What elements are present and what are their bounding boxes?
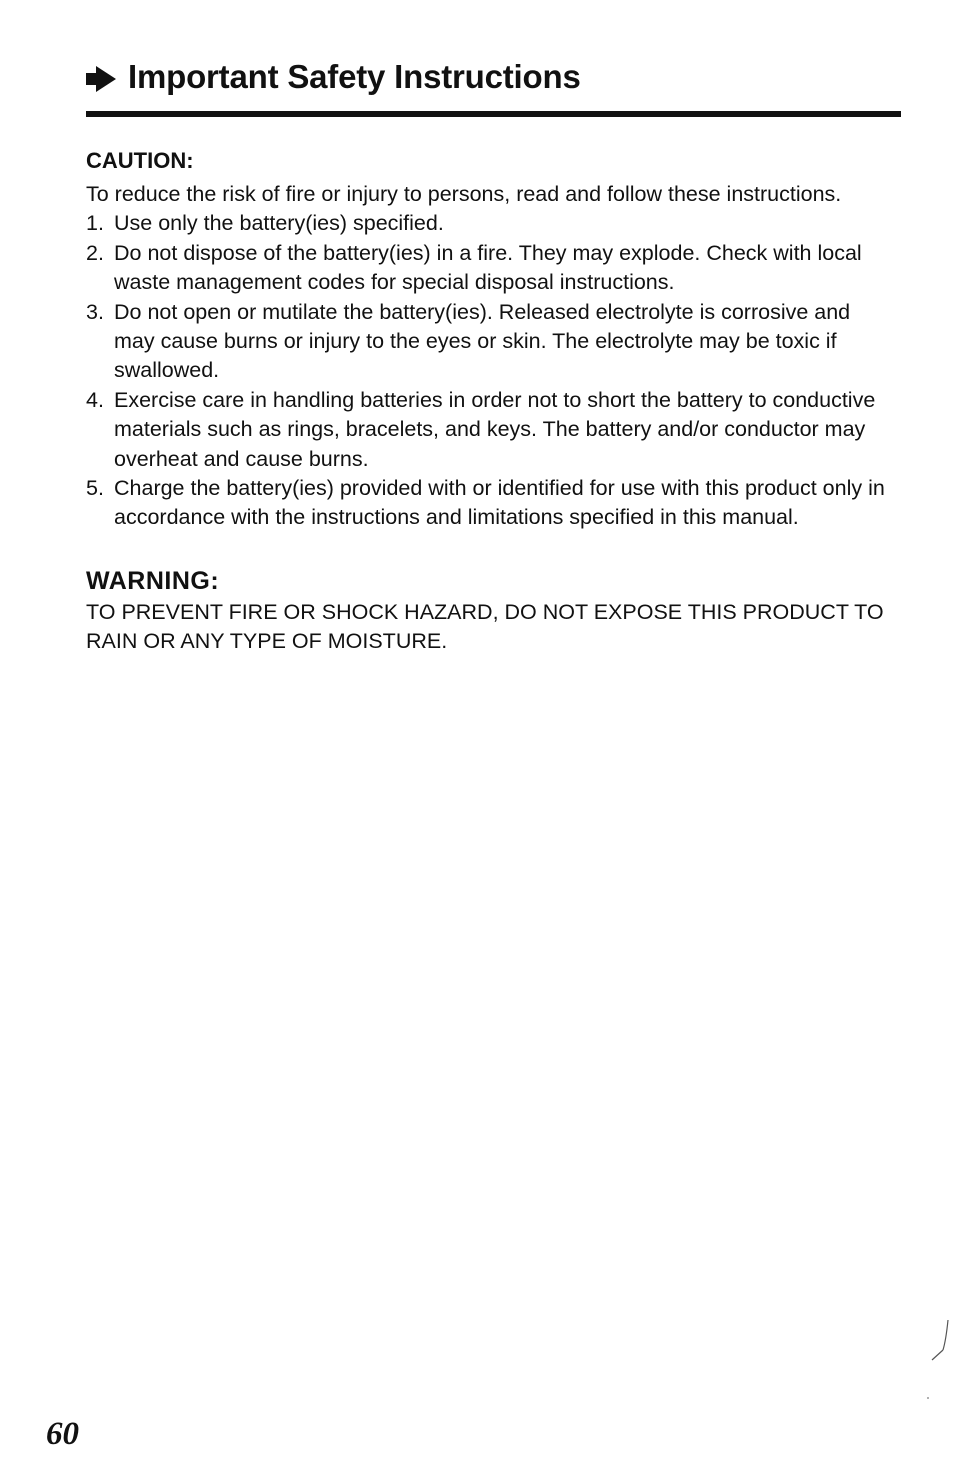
page-header [84, 58, 581, 96]
caution-intro: To reduce the risk of fire or injury to persons, read and follow these instructions. [86, 182, 842, 206]
list-item-number: 5. [86, 476, 104, 501]
page-number: 60 [46, 1416, 79, 1452]
list-item-text: Exercise care in handling batteries in order not to short the battery to conductive materials such as rings, bracelets, and keys. The battery and/or conductor may overheat and cause burns. [114, 387, 876, 471]
list-item-text: Do not open or mutilate the battery(ies). Released electrolyte is corrosive and may cause burns or injury to the eyes or skin. The electrolyte may be toxic if swallowed. [114, 299, 851, 383]
pen-stroke-mark [926, 1318, 952, 1402]
warning-heading: WARNING: [86, 566, 220, 595]
list-item-text: Do not dispose of the battery(ies) in a fire. They may explode. Check with local waste management codes for special disposal instructions. [114, 240, 862, 295]
list-item [86, 239, 891, 298]
list-item-number: 2. [86, 240, 104, 265]
arrow-right-icon [84, 64, 118, 94]
caution-heading: CAUTION: [86, 148, 194, 173]
warning-text: TO PREVENT FIRE OR SHOCK HAZARD, DO NOT EXPOSE THIS PRODUCT TO RAIN OR ANY TYPE OF MOISTURE. [86, 599, 884, 654]
list-item-number: 4. [86, 387, 104, 412]
list-item [86, 474, 891, 533]
list-item [86, 209, 891, 238]
caution-list [86, 209, 891, 532]
page-title: Important Safety Instructions [128, 58, 581, 95]
list-item [86, 298, 891, 386]
list-item-number: 3. [86, 299, 104, 324]
list-item-text: Use only the battery(ies) specified. [114, 211, 444, 236]
list-item [86, 386, 891, 474]
title-divider [86, 111, 901, 117]
list-item-number: 1. [86, 211, 104, 236]
main-content [86, 146, 891, 657]
list-item-text: Charge the battery(ies) provided with or identified for use with this product only in accordance with the instructions and limitations specified in this manual. [114, 476, 885, 530]
